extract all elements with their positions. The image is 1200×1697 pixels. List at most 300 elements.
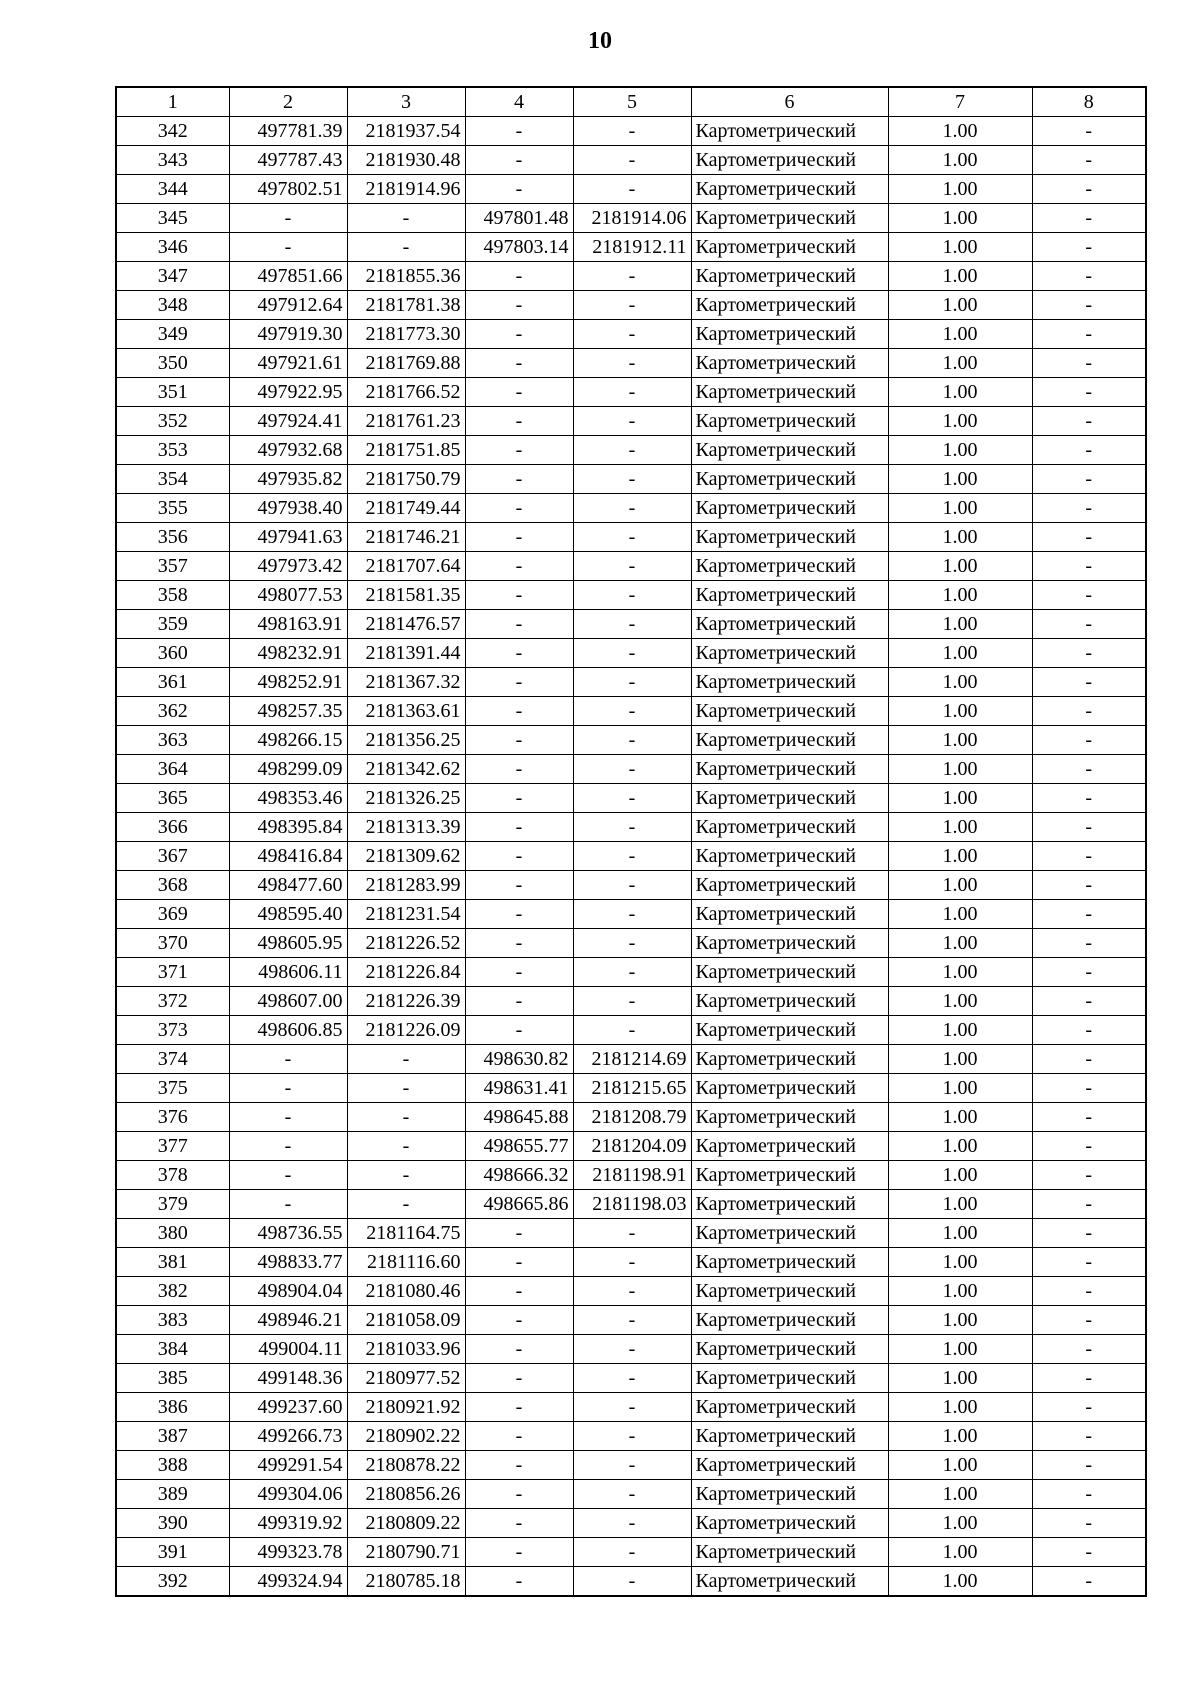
accuracy-cell: 1.00 [888, 1538, 1032, 1567]
y-coordinate-cell: 2181367.32 [347, 668, 465, 697]
y-coordinate-cell: 2181356.25 [347, 726, 465, 755]
point-number-cell: 360 [116, 639, 229, 668]
point-number-cell: 376 [116, 1103, 229, 1132]
table-row [116, 1451, 1146, 1480]
accuracy-cell: 1.00 [888, 146, 1032, 175]
method-cell: Картометрический [691, 436, 888, 465]
y-coordinate-cell: 2181309.62 [347, 842, 465, 871]
accuracy-cell: 1.00 [888, 407, 1032, 436]
description-cell: - [1032, 1509, 1146, 1538]
description-cell: - [1032, 320, 1146, 349]
accuracy-cell: 1.00 [888, 1103, 1032, 1132]
x-coordinate-cell: 497932.68 [229, 436, 347, 465]
method-cell: Картометрический [691, 146, 888, 175]
x-coordinate-cell: - [229, 1103, 347, 1132]
point-number-cell: 368 [116, 871, 229, 900]
method-cell: Картометрический [691, 291, 888, 320]
method-cell: Картометрический [691, 581, 888, 610]
x-coordinate-alt-cell: - [465, 1335, 573, 1364]
method-cell: Картометрический [691, 1335, 888, 1364]
method-cell: Картометрический [691, 668, 888, 697]
y-coordinate-cell: 2181766.52 [347, 378, 465, 407]
method-cell: Картометрический [691, 639, 888, 668]
y-coordinate-alt-cell: - [573, 958, 691, 987]
y-coordinate-alt-cell: - [573, 349, 691, 378]
table-row [116, 175, 1146, 204]
method-cell: Картометрический [691, 204, 888, 233]
x-coordinate-alt-cell: - [465, 1277, 573, 1306]
x-coordinate-cell: 498606.85 [229, 1016, 347, 1045]
x-coordinate-alt-cell: - [465, 1248, 573, 1277]
table-row [116, 1016, 1146, 1045]
table-row [116, 1538, 1146, 1567]
description-cell: - [1032, 117, 1146, 146]
method-cell: Картометрический [691, 494, 888, 523]
x-coordinate-alt-cell: - [465, 1538, 573, 1567]
point-number-cell: 379 [116, 1190, 229, 1219]
table-row [116, 291, 1146, 320]
y-coordinate-cell: 2181342.62 [347, 755, 465, 784]
accuracy-cell: 1.00 [888, 1277, 1032, 1306]
x-coordinate-cell: 497938.40 [229, 494, 347, 523]
x-coordinate-alt-cell: - [465, 581, 573, 610]
y-coordinate-alt-cell: - [573, 378, 691, 407]
y-coordinate-alt-cell: - [573, 726, 691, 755]
y-coordinate-cell: 2180878.22 [347, 1451, 465, 1480]
y-coordinate-cell: 2180856.26 [347, 1480, 465, 1509]
x-coordinate-alt-cell: - [465, 668, 573, 697]
y-coordinate-alt-cell: - [573, 1219, 691, 1248]
x-coordinate-cell: 498252.91 [229, 668, 347, 697]
description-cell: - [1032, 465, 1146, 494]
column-header: 4 [465, 87, 573, 117]
accuracy-cell: 1.00 [888, 668, 1032, 697]
y-coordinate-alt-cell: - [573, 117, 691, 146]
x-coordinate-cell: - [229, 1132, 347, 1161]
x-coordinate-alt-cell: - [465, 1016, 573, 1045]
x-coordinate-cell: 498595.40 [229, 900, 347, 929]
x-coordinate-alt-cell: - [465, 1509, 573, 1538]
description-cell: - [1032, 1567, 1146, 1597]
table-row [116, 784, 1146, 813]
x-coordinate-cell: - [229, 1074, 347, 1103]
y-coordinate-cell: - [347, 1161, 465, 1190]
y-coordinate-alt-cell: - [573, 494, 691, 523]
point-number-cell: 365 [116, 784, 229, 813]
y-coordinate-alt-cell: - [573, 436, 691, 465]
table-row [116, 1277, 1146, 1306]
table-row [116, 146, 1146, 175]
accuracy-cell: 1.00 [888, 639, 1032, 668]
x-coordinate-alt-cell: - [465, 813, 573, 842]
method-cell: Картометрический [691, 1103, 888, 1132]
table-row [116, 1190, 1146, 1219]
x-coordinate-cell: - [229, 1161, 347, 1190]
accuracy-cell: 1.00 [888, 813, 1032, 842]
table-row [116, 697, 1146, 726]
x-coordinate-cell: 498077.53 [229, 581, 347, 610]
accuracy-cell: 1.00 [888, 175, 1032, 204]
method-cell: Картометрический [691, 726, 888, 755]
y-coordinate-cell: 2181326.25 [347, 784, 465, 813]
method-cell: Картометрический [691, 1306, 888, 1335]
y-coordinate-alt-cell: - [573, 1451, 691, 1480]
table-row [116, 262, 1146, 291]
point-number-cell: 375 [116, 1074, 229, 1103]
x-coordinate-cell: 497973.42 [229, 552, 347, 581]
x-coordinate-cell: 499319.92 [229, 1509, 347, 1538]
y-coordinate-cell: - [347, 1103, 465, 1132]
y-coordinate-alt-cell: 2181198.03 [573, 1190, 691, 1219]
table-row [116, 407, 1146, 436]
accuracy-cell: 1.00 [888, 378, 1032, 407]
table-row [116, 900, 1146, 929]
y-coordinate-cell: 2181914.96 [347, 175, 465, 204]
x-coordinate-alt-cell: 498631.41 [465, 1074, 573, 1103]
y-coordinate-alt-cell: 2181912.11 [573, 233, 691, 262]
y-coordinate-alt-cell: 2181914.06 [573, 204, 691, 233]
point-number-cell: 343 [116, 146, 229, 175]
y-coordinate-cell: - [347, 1190, 465, 1219]
table-row [116, 1219, 1146, 1248]
accuracy-cell: 1.00 [888, 1480, 1032, 1509]
point-number-cell: 384 [116, 1335, 229, 1364]
x-coordinate-alt-cell: - [465, 523, 573, 552]
method-cell: Картометрический [691, 1219, 888, 1248]
x-coordinate-alt-cell: - [465, 262, 573, 291]
x-coordinate-cell: 498904.04 [229, 1277, 347, 1306]
point-number-cell: 352 [116, 407, 229, 436]
table-row [116, 320, 1146, 349]
x-coordinate-cell: 498605.95 [229, 929, 347, 958]
accuracy-cell: 1.00 [888, 1016, 1032, 1045]
x-coordinate-cell: 498833.77 [229, 1248, 347, 1277]
y-coordinate-cell: 2181033.96 [347, 1335, 465, 1364]
y-coordinate-cell: 2181058.09 [347, 1306, 465, 1335]
description-cell: - [1032, 233, 1146, 262]
point-number-cell: 350 [116, 349, 229, 378]
x-coordinate-cell: 498607.00 [229, 987, 347, 1016]
table-row [116, 436, 1146, 465]
y-coordinate-alt-cell: - [573, 987, 691, 1016]
table-row [116, 726, 1146, 755]
accuracy-cell: 1.00 [888, 1074, 1032, 1103]
accuracy-cell: 1.00 [888, 117, 1032, 146]
x-coordinate-cell: - [229, 1045, 347, 1074]
accuracy-cell: 1.00 [888, 436, 1032, 465]
description-cell: - [1032, 1422, 1146, 1451]
point-number-cell: 392 [116, 1567, 229, 1597]
accuracy-cell: 1.00 [888, 958, 1032, 987]
method-cell: Картометрический [691, 697, 888, 726]
accuracy-cell: 1.00 [888, 262, 1032, 291]
y-coordinate-cell: - [347, 1132, 465, 1161]
accuracy-cell: 1.00 [888, 1190, 1032, 1219]
method-cell: Картометрический [691, 378, 888, 407]
y-coordinate-cell: 2180785.18 [347, 1567, 465, 1597]
column-header: 8 [1032, 87, 1146, 117]
x-coordinate-cell: 498395.84 [229, 813, 347, 842]
x-coordinate-alt-cell: - [465, 726, 573, 755]
point-number-cell: 364 [116, 755, 229, 784]
description-cell: - [1032, 204, 1146, 233]
description-cell: - [1032, 842, 1146, 871]
point-number-cell: 355 [116, 494, 229, 523]
description-cell: - [1032, 784, 1146, 813]
point-number-cell: 380 [116, 1219, 229, 1248]
description-cell: - [1032, 1103, 1146, 1132]
description-cell: - [1032, 146, 1146, 175]
method-cell: Картометрический [691, 1451, 888, 1480]
point-number-cell: 361 [116, 668, 229, 697]
table-row [116, 668, 1146, 697]
point-number-cell: 387 [116, 1422, 229, 1451]
x-coordinate-cell: 497912.64 [229, 291, 347, 320]
x-coordinate-alt-cell: - [465, 117, 573, 146]
y-coordinate-alt-cell: - [573, 1393, 691, 1422]
table-row [116, 1161, 1146, 1190]
x-coordinate-cell: 497787.43 [229, 146, 347, 175]
x-coordinate-alt-cell: 498666.32 [465, 1161, 573, 1190]
description-cell: - [1032, 1277, 1146, 1306]
method-cell: Картометрический [691, 1045, 888, 1074]
accuracy-cell: 1.00 [888, 1161, 1032, 1190]
y-coordinate-cell: - [347, 233, 465, 262]
accuracy-cell: 1.00 [888, 465, 1032, 494]
accuracy-cell: 1.00 [888, 987, 1032, 1016]
point-number-cell: 369 [116, 900, 229, 929]
description-cell: - [1032, 813, 1146, 842]
x-coordinate-alt-cell: 498645.88 [465, 1103, 573, 1132]
x-coordinate-alt-cell: - [465, 1422, 573, 1451]
description-cell: - [1032, 987, 1146, 1016]
accuracy-cell: 1.00 [888, 1451, 1032, 1480]
accuracy-cell: 1.00 [888, 1306, 1032, 1335]
x-coordinate-alt-cell: - [465, 552, 573, 581]
point-number-cell: 370 [116, 929, 229, 958]
accuracy-cell: 1.00 [888, 871, 1032, 900]
x-coordinate-alt-cell: - [465, 1364, 573, 1393]
x-coordinate-alt-cell: - [465, 871, 573, 900]
description-cell: - [1032, 755, 1146, 784]
method-cell: Картометрический [691, 929, 888, 958]
table-row [116, 1045, 1146, 1074]
description-cell: - [1032, 639, 1146, 668]
x-coordinate-alt-cell: - [465, 1567, 573, 1597]
method-cell: Картометрический [691, 900, 888, 929]
accuracy-cell: 1.00 [888, 755, 1032, 784]
method-cell: Картометрический [691, 842, 888, 871]
y-coordinate-cell: - [347, 204, 465, 233]
y-coordinate-alt-cell: - [573, 1335, 691, 1364]
y-coordinate-alt-cell: - [573, 1248, 691, 1277]
x-coordinate-cell: 499004.11 [229, 1335, 347, 1364]
table-row [116, 871, 1146, 900]
y-coordinate-alt-cell: - [573, 1509, 691, 1538]
point-number-cell: 383 [116, 1306, 229, 1335]
table-row [116, 494, 1146, 523]
x-coordinate-alt-cell: 497803.14 [465, 233, 573, 262]
x-coordinate-alt-cell: - [465, 987, 573, 1016]
description-cell: - [1032, 1219, 1146, 1248]
accuracy-cell: 1.00 [888, 1509, 1032, 1538]
method-cell: Картометрический [691, 465, 888, 494]
y-coordinate-alt-cell: - [573, 291, 691, 320]
accuracy-cell: 1.00 [888, 1248, 1032, 1277]
table-row [116, 1248, 1146, 1277]
x-coordinate-alt-cell: - [465, 1451, 573, 1480]
y-coordinate-alt-cell: - [573, 668, 691, 697]
x-coordinate-alt-cell: - [465, 175, 573, 204]
table-row [116, 552, 1146, 581]
description-cell: - [1032, 1045, 1146, 1074]
y-coordinate-alt-cell: - [573, 465, 691, 494]
x-coordinate-alt-cell: - [465, 146, 573, 175]
method-cell: Картометрический [691, 610, 888, 639]
table-row [116, 378, 1146, 407]
x-coordinate-cell: 499266.73 [229, 1422, 347, 1451]
description-cell: - [1032, 523, 1146, 552]
description-cell: - [1032, 175, 1146, 204]
y-coordinate-cell: 2181476.57 [347, 610, 465, 639]
point-number-cell: 342 [116, 117, 229, 146]
method-cell: Картометрический [691, 1422, 888, 1451]
x-coordinate-cell: 498257.35 [229, 697, 347, 726]
y-coordinate-cell: 2181707.64 [347, 552, 465, 581]
accuracy-cell: 1.00 [888, 204, 1032, 233]
x-coordinate-cell: 497935.82 [229, 465, 347, 494]
y-coordinate-alt-cell: - [573, 1538, 691, 1567]
y-coordinate-cell: 2180977.52 [347, 1364, 465, 1393]
accuracy-cell: 1.00 [888, 697, 1032, 726]
table-row [116, 523, 1146, 552]
y-coordinate-cell: 2181226.52 [347, 929, 465, 958]
y-coordinate-alt-cell: 2181208.79 [573, 1103, 691, 1132]
x-coordinate-cell: 497781.39 [229, 117, 347, 146]
point-number-cell: 371 [116, 958, 229, 987]
description-cell: - [1032, 436, 1146, 465]
point-number-cell: 359 [116, 610, 229, 639]
x-coordinate-alt-cell: - [465, 842, 573, 871]
y-coordinate-alt-cell: 2181198.91 [573, 1161, 691, 1190]
table-row [116, 117, 1146, 146]
y-coordinate-cell: 2181761.23 [347, 407, 465, 436]
y-coordinate-alt-cell: - [573, 175, 691, 204]
y-coordinate-cell: 2181226.84 [347, 958, 465, 987]
y-coordinate-alt-cell: - [573, 581, 691, 610]
method-cell: Картометрический [691, 1161, 888, 1190]
table-row [116, 1074, 1146, 1103]
header-row [116, 87, 1146, 117]
accuracy-cell: 1.00 [888, 842, 1032, 871]
y-coordinate-cell: 2181773.30 [347, 320, 465, 349]
y-coordinate-cell: 2181749.44 [347, 494, 465, 523]
y-coordinate-alt-cell: - [573, 784, 691, 813]
y-coordinate-cell: 2181313.39 [347, 813, 465, 842]
method-cell: Картометрический [691, 1016, 888, 1045]
accuracy-cell: 1.00 [888, 784, 1032, 813]
y-coordinate-alt-cell: - [573, 1016, 691, 1045]
point-number-cell: 377 [116, 1132, 229, 1161]
y-coordinate-cell: 2181769.88 [347, 349, 465, 378]
point-number-cell: 348 [116, 291, 229, 320]
method-cell: Картометрический [691, 755, 888, 784]
point-number-cell: 345 [116, 204, 229, 233]
accuracy-cell: 1.00 [888, 1219, 1032, 1248]
method-cell: Картометрический [691, 523, 888, 552]
y-coordinate-alt-cell: - [573, 552, 691, 581]
description-cell: - [1032, 668, 1146, 697]
description-cell: - [1032, 900, 1146, 929]
table-row [116, 929, 1146, 958]
method-cell: Картометрический [691, 117, 888, 146]
x-coordinate-cell: 497921.61 [229, 349, 347, 378]
x-coordinate-alt-cell: - [465, 378, 573, 407]
method-cell: Картометрический [691, 1538, 888, 1567]
table-row [116, 204, 1146, 233]
table-row [116, 1364, 1146, 1393]
point-number-cell: 353 [116, 436, 229, 465]
x-coordinate-cell: 499148.36 [229, 1364, 347, 1393]
description-cell: - [1032, 581, 1146, 610]
y-coordinate-cell: - [347, 1074, 465, 1103]
table-row [116, 1132, 1146, 1161]
x-coordinate-cell: - [229, 204, 347, 233]
x-coordinate-alt-cell: - [465, 291, 573, 320]
description-cell: - [1032, 697, 1146, 726]
method-cell: Картометрический [691, 1277, 888, 1306]
y-coordinate-cell: 2181283.99 [347, 871, 465, 900]
y-coordinate-cell: 2180902.22 [347, 1422, 465, 1451]
x-coordinate-cell: 498163.91 [229, 610, 347, 639]
description-cell: - [1032, 407, 1146, 436]
description-cell: - [1032, 262, 1146, 291]
table-row [116, 1103, 1146, 1132]
table-row [116, 639, 1146, 668]
x-coordinate-alt-cell: - [465, 494, 573, 523]
y-coordinate-cell: 2181930.48 [347, 146, 465, 175]
accuracy-cell: 1.00 [888, 1045, 1032, 1074]
y-coordinate-alt-cell: - [573, 523, 691, 552]
y-coordinate-alt-cell: - [573, 871, 691, 900]
column-header: 5 [573, 87, 691, 117]
x-coordinate-alt-cell: - [465, 755, 573, 784]
description-cell: - [1032, 378, 1146, 407]
y-coordinate-alt-cell: - [573, 900, 691, 929]
y-coordinate-alt-cell: - [573, 1277, 691, 1306]
description-cell: - [1032, 552, 1146, 581]
x-coordinate-alt-cell: - [465, 465, 573, 494]
accuracy-cell: 1.00 [888, 494, 1032, 523]
description-cell: - [1032, 610, 1146, 639]
x-coordinate-cell: - [229, 233, 347, 262]
y-coordinate-cell: 2181080.46 [347, 1277, 465, 1306]
point-number-cell: 388 [116, 1451, 229, 1480]
table-row [116, 1509, 1146, 1538]
x-coordinate-alt-cell: - [465, 349, 573, 378]
y-coordinate-cell: 2181855.36 [347, 262, 465, 291]
table-row [116, 465, 1146, 494]
accuracy-cell: 1.00 [888, 1132, 1032, 1161]
description-cell: - [1032, 1538, 1146, 1567]
y-coordinate-cell: 2181164.75 [347, 1219, 465, 1248]
y-coordinate-cell: 2180921.92 [347, 1393, 465, 1422]
x-coordinate-cell: 497802.51 [229, 175, 347, 204]
description-cell: - [1032, 871, 1146, 900]
y-coordinate-alt-cell: - [573, 1480, 691, 1509]
x-coordinate-alt-cell: - [465, 784, 573, 813]
x-coordinate-alt-cell: 498665.86 [465, 1190, 573, 1219]
